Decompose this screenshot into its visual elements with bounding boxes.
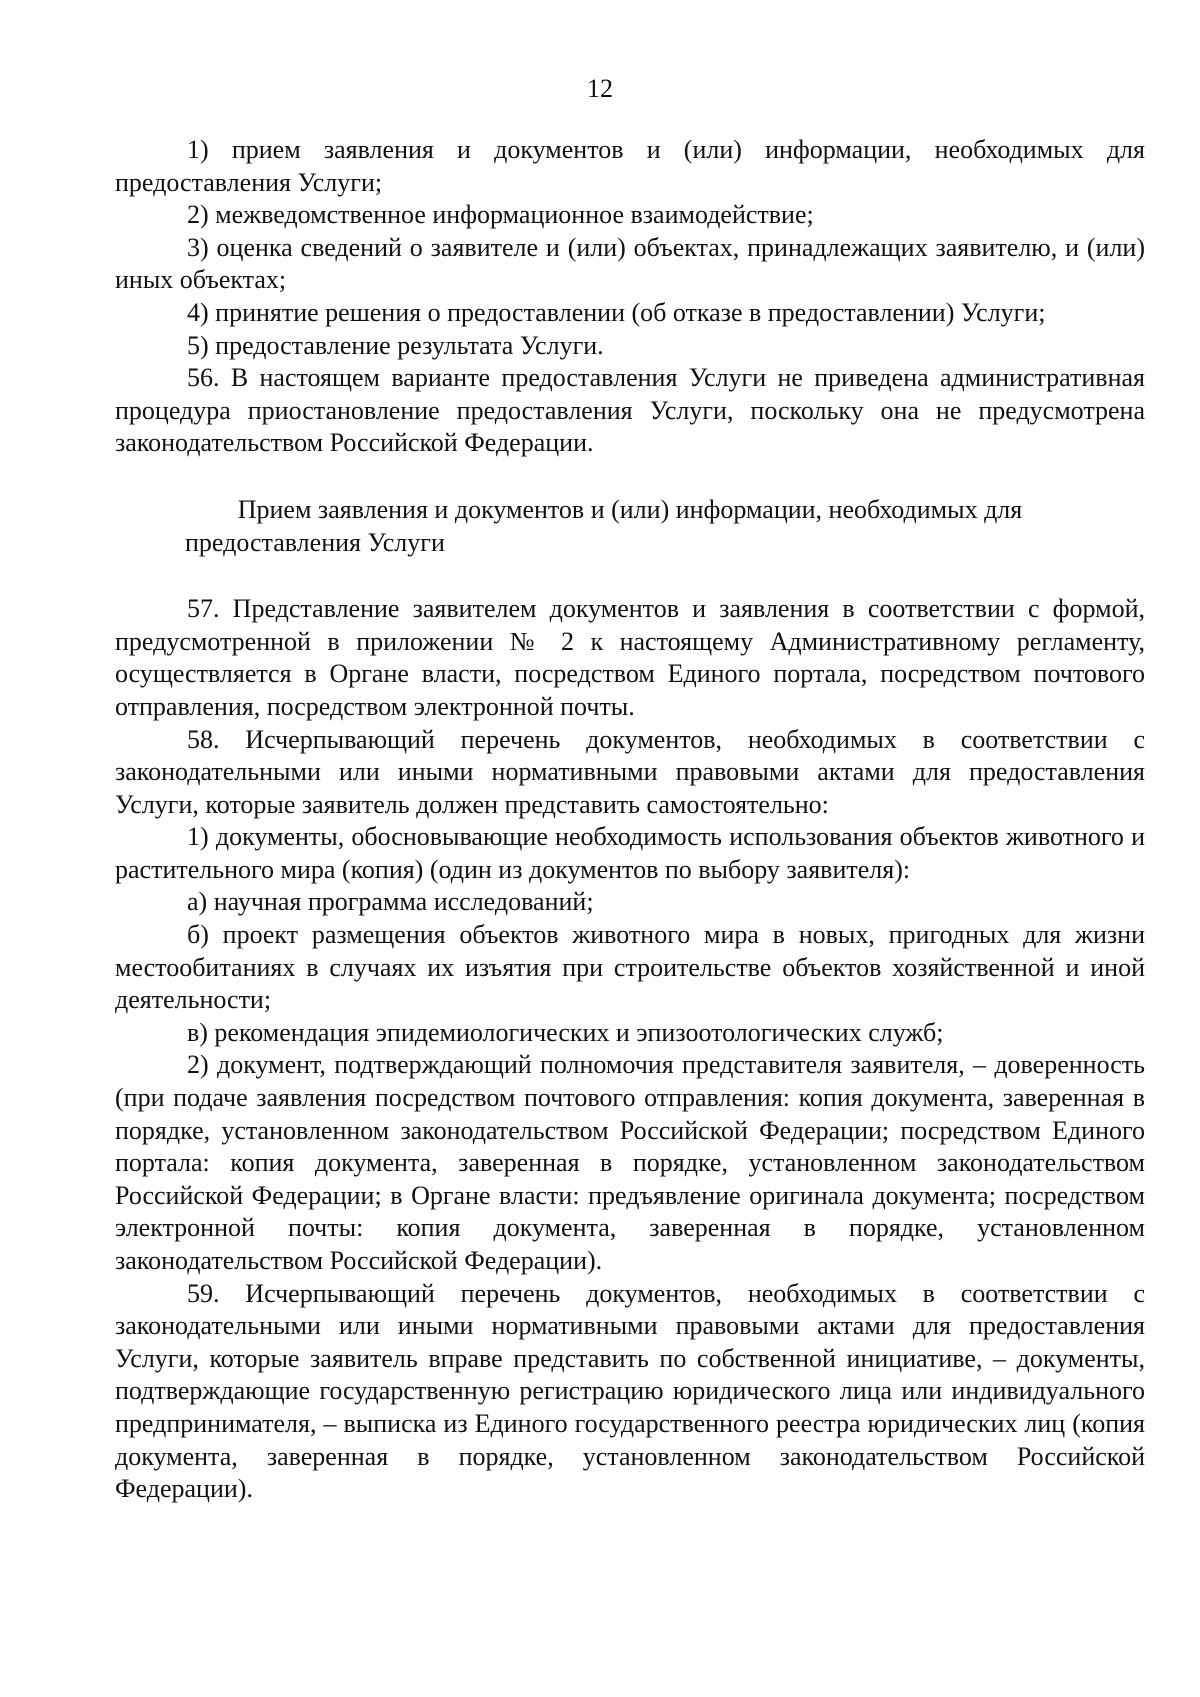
list-item-3: 3) оценка сведений о заявителе и (или) объектах, принадлежащих заявителю, и (или) иных объектах; <box>115 232 1145 295</box>
page-number: 12 <box>587 74 613 103</box>
paragraph-59: 59. Исчерпывающий перечень документов, необходимых в соответствии с законодательными или иными нормативными правовыми актами для предоставления Услуги, которые заявитель вправе представить по собственной инициативе, – документы, подтверждающие государственную регистрацию юридического лица или индивидуального предпринимателя, – выписка из Единого государственного реестра юридических лиц (копия документа, заверенная в порядке, установленном законодательством Российской Федерации). <box>115 1278 1145 1504</box>
paragraph-58-item-b: б) проект размещения объектов животного мира в новых, пригодных для жизни местообитаниях в случаях их изъятия при строительстве объектов хозяйственной и иной деятельности; <box>115 920 1145 1015</box>
document-body <box>115 134 1145 1506</box>
paragraph-57: 57. Представление заявителем документов и заявления в соответствии с формой, предусмотренной в приложении № 2 к настоящему Административному регламенту, осуществляется в Органе власти, посредством Единого портала, посредством почтового отправления, посредством электронной почты. <box>115 594 1145 721</box>
list-item-2: 2) межведомственное информационное взаимодействие; <box>187 200 814 230</box>
paragraph-58-item-v: в) рекомендация эпидемиологических и эпизоотологических служб; <box>187 1017 944 1047</box>
section-heading: Прием заявления и документов и (или) информации, необходимых для предоставления Услуги <box>185 494 1023 557</box>
paragraph-58-item-1: 1) документы, обосновывающие необходимость использования объектов животного и растительного мира (копия) (один из документов по выбору заявителя): <box>115 822 1145 884</box>
list-item-4: 4) принятие решения о предоставлении (об отказе в предоставлении) Услуги; <box>187 297 1046 327</box>
paragraph-58-item-2: 2) документ, подтверждающий полномочия представителя заявителя, – доверенность (при подаче заявления посредством почтового отправления: копия документа, заверенная в порядке, установленном законодательством Российской Федерации; посредством Единого портала: копия документа, заверенная в порядке, установленном законодательством Российской Федерации; в Органе власти: предъявление оригинала документа; посредством электронной почты: копия документа, заверенная в порядке, установленном законодательством Российской Федерации). <box>115 1050 1145 1275</box>
paragraph-56: 56. В настоящем варианте предоставления Услуги не приведена административная процедура приостановление предоставления Услуги, поскольку она не предусмотрена законодательством Российской Федерации. <box>115 363 1145 458</box>
paragraph-58: 58. Исчерпывающий перечень документов, необходимых в соответствии с законодательными или иными нормативными правовыми актами для предоставления Услуги, которые заявитель должен представить самостоятельно: <box>115 724 1145 819</box>
list-item-1: 1) прием заявления и документов и (или) информации, необходимых для предоставления Услуги; <box>115 135 1145 197</box>
paragraph-58-item-a: а) научная программа исследований; <box>187 887 594 917</box>
list-item-5: 5) предоставление результата Услуги. <box>187 330 604 360</box>
